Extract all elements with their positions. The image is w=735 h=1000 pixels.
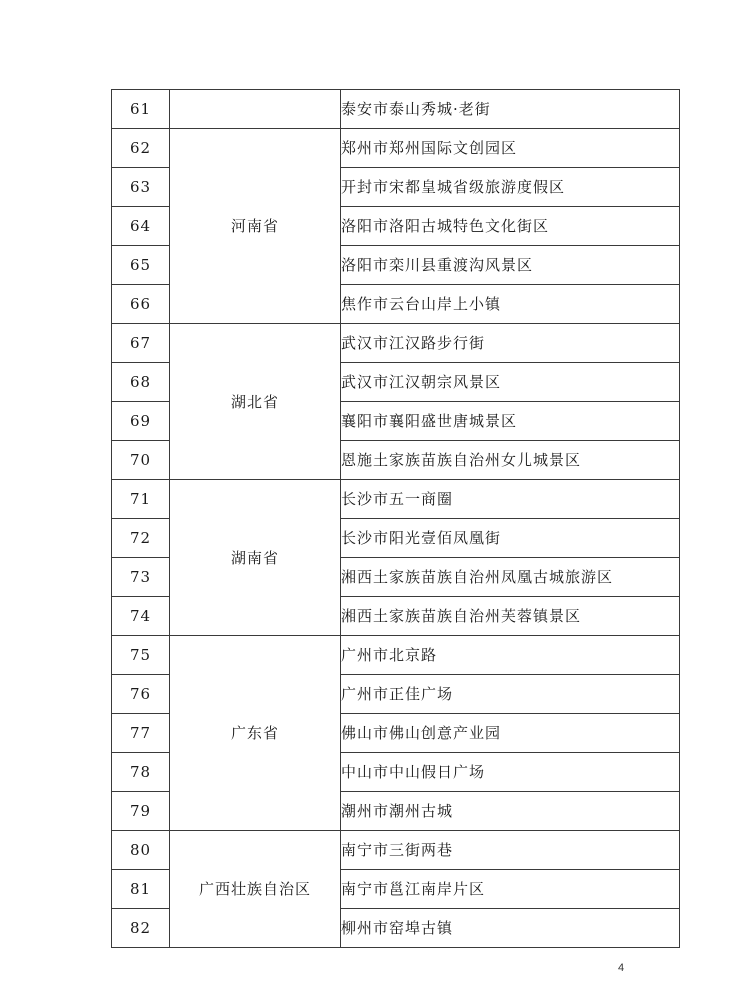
row-number: 67 bbox=[112, 324, 170, 363]
spot-name: 恩施土家族苗族自治州女儿城景区 bbox=[341, 441, 680, 480]
spot-name: 南宁市邕江南岸片区 bbox=[341, 870, 680, 909]
table-row bbox=[112, 90, 680, 129]
row-number: 61 bbox=[112, 90, 170, 129]
spot-name: 佛山市佛山创意产业园 bbox=[341, 714, 680, 753]
row-number: 64 bbox=[112, 207, 170, 246]
row-number: 75 bbox=[112, 636, 170, 675]
spot-name: 洛阳市洛阳古城特色文化街区 bbox=[341, 207, 680, 246]
table-row bbox=[112, 831, 680, 870]
province-cell: 广西壮族自治区 bbox=[170, 831, 341, 948]
spot-name: 武汉市江汉路步行街 bbox=[341, 324, 680, 363]
row-number: 70 bbox=[112, 441, 170, 480]
row-number: 71 bbox=[112, 480, 170, 519]
row-number: 76 bbox=[112, 675, 170, 714]
row-number: 77 bbox=[112, 714, 170, 753]
row-number: 62 bbox=[112, 129, 170, 168]
spot-name: 泰安市泰山秀城·老街 bbox=[341, 90, 680, 129]
spot-name: 长沙市五一商圈 bbox=[341, 480, 680, 519]
row-number: 66 bbox=[112, 285, 170, 324]
spot-name: 柳州市窑埠古镇 bbox=[341, 909, 680, 948]
row-number: 68 bbox=[112, 363, 170, 402]
province-cell: 湖北省 bbox=[170, 324, 341, 480]
spot-name: 郑州市郑州国际文创园区 bbox=[341, 129, 680, 168]
spot-name: 长沙市阳光壹佰凤凰街 bbox=[341, 519, 680, 558]
table-row bbox=[112, 324, 680, 363]
spot-name: 焦作市云台山岸上小镇 bbox=[341, 285, 680, 324]
spot-name: 广州市正佳广场 bbox=[341, 675, 680, 714]
spot-name: 洛阳市栾川县重渡沟风景区 bbox=[341, 246, 680, 285]
spot-name: 襄阳市襄阳盛世唐城景区 bbox=[341, 402, 680, 441]
table-row bbox=[112, 480, 680, 519]
spot-name: 湘西土家族苗族自治州芙蓉镇景区 bbox=[341, 597, 680, 636]
spot-name: 湘西土家族苗族自治州凤凰古城旅游区 bbox=[341, 558, 680, 597]
page-number: 4 bbox=[618, 962, 625, 974]
row-number: 74 bbox=[112, 597, 170, 636]
row-number: 78 bbox=[112, 753, 170, 792]
row-number: 63 bbox=[112, 168, 170, 207]
province-cell: 河南省 bbox=[170, 129, 341, 324]
spot-name: 南宁市三街两巷 bbox=[341, 831, 680, 870]
scenic-spot-table bbox=[111, 89, 680, 948]
row-number: 65 bbox=[112, 246, 170, 285]
spot-name: 潮州市潮州古城 bbox=[341, 792, 680, 831]
spot-name: 广州市北京路 bbox=[341, 636, 680, 675]
row-number: 69 bbox=[112, 402, 170, 441]
province-cell: 湖南省 bbox=[170, 480, 341, 636]
province-cell bbox=[170, 90, 341, 129]
spot-name: 开封市宋都皇城省级旅游度假区 bbox=[341, 168, 680, 207]
spot-name: 中山市中山假日广场 bbox=[341, 753, 680, 792]
row-number: 73 bbox=[112, 558, 170, 597]
spot-name: 武汉市江汉朝宗风景区 bbox=[341, 363, 680, 402]
table-row bbox=[112, 129, 680, 168]
row-number: 81 bbox=[112, 870, 170, 909]
row-number: 80 bbox=[112, 831, 170, 870]
table-body bbox=[112, 90, 680, 948]
row-number: 72 bbox=[112, 519, 170, 558]
row-number: 82 bbox=[112, 909, 170, 948]
province-cell: 广东省 bbox=[170, 636, 341, 831]
table-row bbox=[112, 636, 680, 675]
row-number: 79 bbox=[112, 792, 170, 831]
